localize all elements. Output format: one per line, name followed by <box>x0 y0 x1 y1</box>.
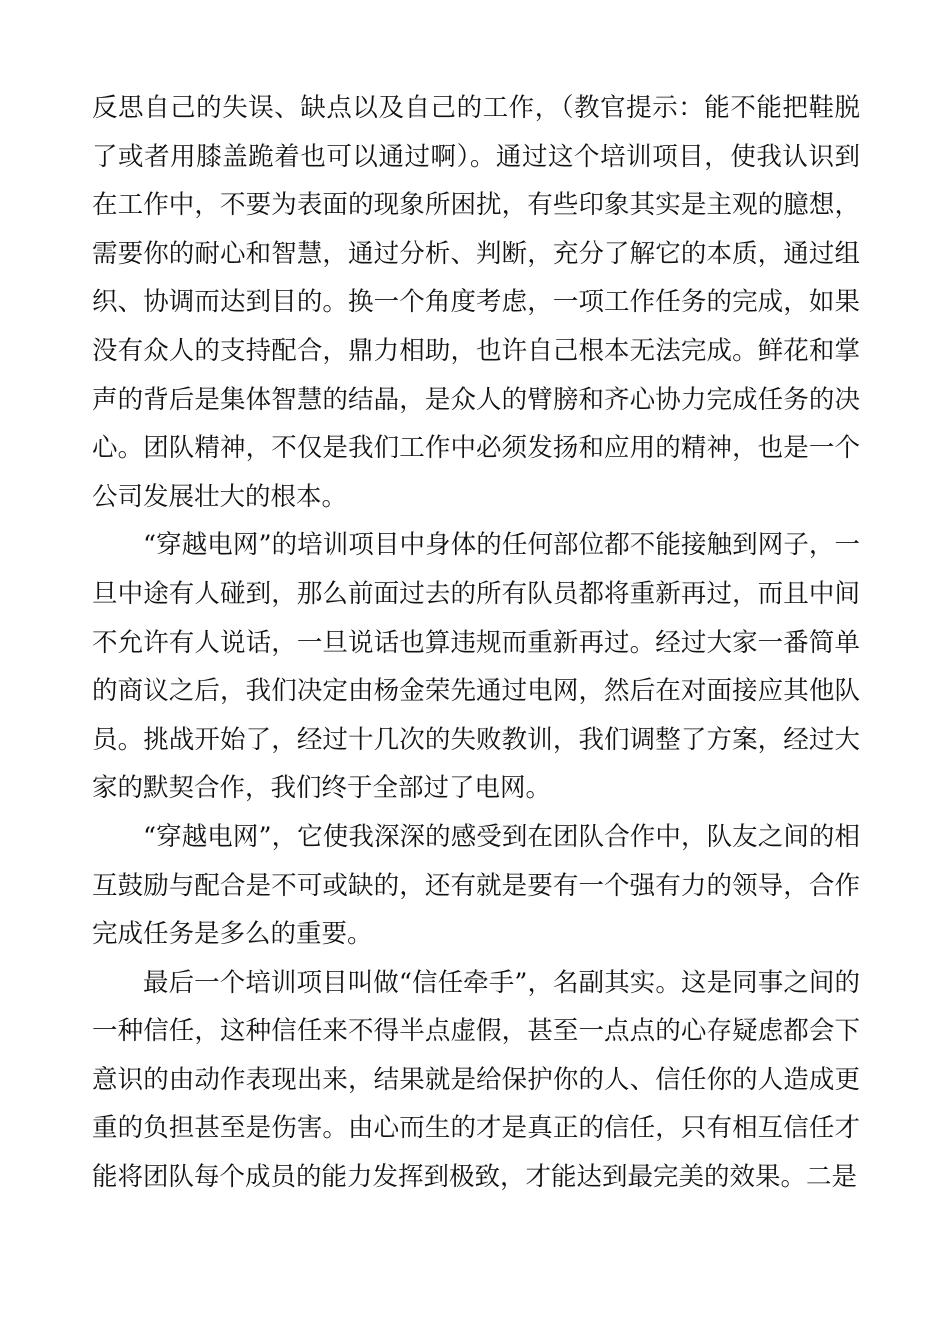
paragraph-1: 反思自己的失误、缺点以及自己的工作，（教官提示：能不能把鞋脱了或者用膝盖跪着也可以通过啊）。通过这个培训项目，使我认识到在工作中，不要为表面的现象所困扰，有些印象其实是主观的臆想，需要你的耐心和智慧，通过分析、判断，充分了解它的本质，通过组织、协调而达到目的。换一个角度考虑，一项工作任务的完成，如果没有众人的支持配合，鼎力相助，也许自己根本无法完成。鲜花和掌声的背后是集体智慧的结晶，是众人的臂膀和齐心协力完成任务的决心。团队精神，不仅是我们工作中必须发扬和应用的精神，也是一个公司发展壮大的根本。 <box>92 93 860 512</box>
paragraph-3: “穿越电网”，它使我深深的感受到在团队合作中，队友之间的相互鼓励与配合是不可或缺的，还有就是要有一个强有力的领导，合作完成任务是多么的重要。 <box>92 821 860 950</box>
document-body <box>92 84 860 1202</box>
paragraph-2: “穿越电网”的培训项目中身体的任何部位都不能接触到网子，一旦中途有人碰到，那么前面过去的所有队员都将重新再过，而且中间不允许有人说话，一旦说话也算违规而重新再过。经过大家一番简单的商议之后，我们决定由杨金荣先通过电网，然后在对面接应其他队员。挑战开始了，经过十几次的失败教训，我们调整了方案，经过大家的默契合作，我们终于全部过了电网。 <box>92 530 860 804</box>
paragraph-4: 最后一个培训项目叫做“信任牵手”，名副其实。这是同事之间的一种信任，这种信任来不得半点虚假，甚至一点点的心存疑虑都会下意识的由动作表现出来，结果就是给保护你的人、信任你的人造成更重的负担甚至是伤害。由心而生的才是真正的信任，只有相互信任才能将团队每个成员的能力发挥到极致，才能达到最完美的效果。二是 <box>92 967 860 1193</box>
